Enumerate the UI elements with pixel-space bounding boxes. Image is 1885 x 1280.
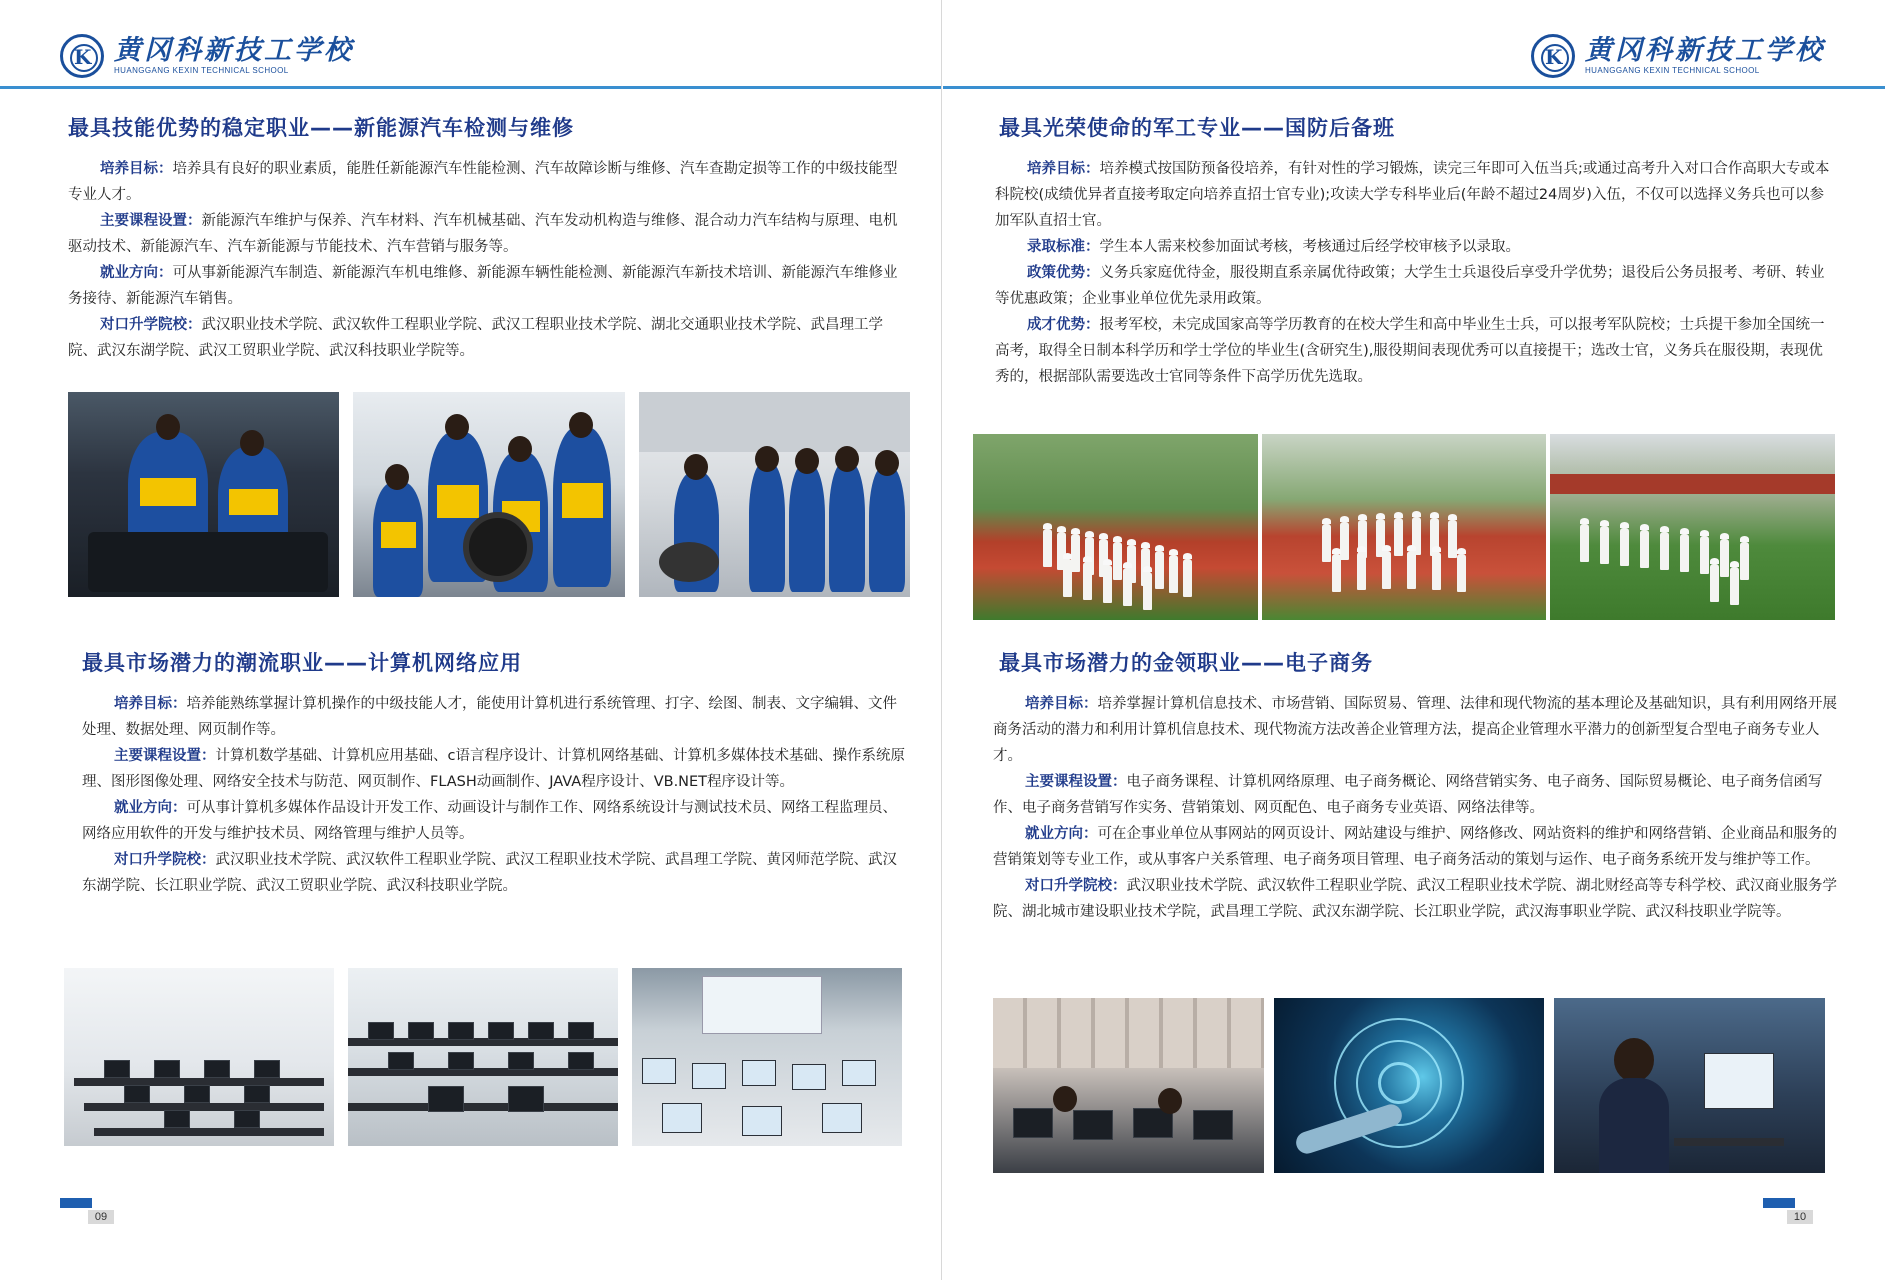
- photo-row-auto: [68, 392, 910, 597]
- paragraph-label: 培养目标：: [1025, 696, 1098, 712]
- paragraph-label: 主要课程设置：: [100, 213, 202, 229]
- right-page: [943, 0, 1885, 1280]
- school-name-cn: 黄冈科新技工学校: [114, 35, 354, 66]
- school-name-en: HUANGGANG KEXIN TECHNICAL SCHOOL: [114, 66, 289, 75]
- paragraph-goal: [995, 156, 1837, 234]
- paragraph-text: 电子商务课程、计算机网络原理、电子商务概论、网络营销实务、电子商务、国际贸易概论、电子商务信函写作、电子商务营销写作实务、营销策划、网页配色、电子商务专业英语、网络法律等。: [993, 774, 1823, 816]
- paragraph-label: 主要课程设置：: [114, 748, 216, 764]
- photo-row-computer: [64, 968, 902, 1146]
- paragraph-label: 对口升学院校：: [100, 317, 202, 333]
- section-computer-network: [82, 647, 906, 899]
- paragraph-employment: [68, 260, 906, 312]
- paragraph-text: 可从事新能源汽车制造、新能源汽车机电维修、新能源车辆性能检测、新能源汽车新技术培训、新能源汽车维修业务接待、新能源汽车销售。: [68, 265, 898, 307]
- page-header: [0, 0, 941, 90]
- paragraph-text: 义务兵家庭优待金，服役期直系亲属优待政策；大学生士兵退役后享受升学优势；退役后公务员报考、考研、转业等优惠政策；企业事业单位优先录用政策。: [995, 265, 1825, 307]
- photo-parade-1: [973, 434, 1258, 620]
- section-title: 最具技能优势的稳定职业——新能源汽车检测与维修: [68, 116, 574, 140]
- photo-parade-3: [1550, 434, 1835, 620]
- paragraph-admission: [995, 234, 1837, 260]
- paragraph-colleges: [68, 312, 906, 364]
- paragraph-label: 培养目标：: [1027, 161, 1100, 177]
- photo-engine-repair: [68, 392, 339, 597]
- paragraph-career: [995, 312, 1837, 390]
- school-name-cn: 黄冈科新技工学校: [1585, 35, 1825, 66]
- paragraph-goal: [82, 691, 906, 743]
- school-emblem-icon: [1531, 34, 1575, 78]
- section-title: 最具市场潜力的金领职业——电子商务: [999, 651, 1373, 675]
- paragraph-label: 就业方向：: [1025, 826, 1098, 842]
- photo-students-computers: [1554, 998, 1825, 1173]
- paragraph-text: 培养具有良好的职业素质，能胜任新能源汽车性能检测、汽车故障诊断与维修、汽车查勘定损等工作的中级技能型专业人才。: [68, 161, 898, 203]
- section-title: 最具市场潜力的潮流职业——计算机网络应用: [82, 651, 522, 675]
- paragraph-courses: [68, 208, 906, 260]
- page-number-bar: [1763, 1198, 1795, 1208]
- section-title: 最具光荣使命的军工专业——国防后备班: [999, 116, 1395, 140]
- photo-parade-2: [1262, 434, 1547, 620]
- paragraph-goal: [68, 156, 906, 208]
- paragraph-label: 对口升学院校：: [1025, 878, 1127, 894]
- paragraph-label: 就业方向：: [114, 800, 187, 816]
- paragraph-text: 学生本人需来校参加面试考核，考核通过后经学校审核予以录取。: [1099, 239, 1520, 255]
- page-number-left: [60, 1198, 120, 1228]
- header-divider: [943, 86, 1885, 89]
- paragraph-text: 武汉职业技术学院、武汉软件工程职业学院、武汉工程职业技术学院、湖北交通职业技术学院、武昌理工学院、武汉东湖学院、武汉工贸职业学院、武汉科技职业学院等。: [68, 317, 883, 359]
- photo-ecommerce-class: [993, 998, 1264, 1173]
- page-number-right: [1763, 1198, 1823, 1228]
- section-national-defense: [995, 112, 1837, 390]
- paragraph-courses: [82, 743, 906, 795]
- paragraph-policy: [995, 260, 1837, 312]
- page-header: [943, 0, 1885, 90]
- school-logo: [60, 34, 354, 78]
- paragraph-courses: [993, 769, 1839, 821]
- page-number-bar: [60, 1198, 92, 1208]
- paragraph-text: 新能源汽车维护与保养、汽车材料、汽车机械基础、汽车发动机构造与维修、混合动力汽车结构与原理、电机驱动技术、新能源汽车、汽车新能源与节能技术、汽车营销与服务等。: [68, 213, 898, 255]
- photo-tire-practice: [353, 392, 624, 597]
- section-e-commerce: [993, 647, 1839, 925]
- paragraph-colleges: [82, 847, 906, 899]
- page-number: 10: [1787, 1210, 1813, 1224]
- photo-row-military: [973, 434, 1835, 620]
- paragraph-label: 培养目标：: [100, 161, 173, 177]
- photo-computer-lab-3: [632, 968, 902, 1146]
- paragraph-text: 培养能熟练掌握计算机操作的中级技能人才，能使用计算机进行系统管理、打字、绘图、制表、文字编辑、文件处理、数据处理、网页制作等。: [82, 696, 897, 738]
- photo-computer-lab-2: [348, 968, 618, 1146]
- paragraph-text: 培养模式按国防预备役培养，有针对性的学习锻炼，读完三年即可入伍当兵;或通过高考升入对口合作高职大专或本科院校(成绩优异者直接考取定向培养直招士官专业);攻读大学专科毕业后(年龄不超过24周岁)入伍，不仅可以选择义务兵也可以参加军队直招士官。: [995, 161, 1830, 229]
- paragraph-label: 就业方向：: [100, 265, 173, 281]
- paragraph-text: 报考军校，未完成国家高等学历教育的在校大学生和高中毕业生士兵，可以报考军队院校；士兵提干参加全国统一高考，取得全日制本科学历和学士学位的毕业生(含研究生),服役期间表现优秀可以直接提干；选改士官，义务兵在服役期，表现优秀的，根据部队需要选改士官同等条件下高学历优先选取。: [995, 317, 1825, 385]
- school-emblem-icon: [60, 34, 104, 78]
- paragraph-employment: [82, 795, 906, 847]
- paragraph-label: 政策优势：: [1027, 265, 1100, 281]
- paragraph-label: 培养目标：: [114, 696, 187, 712]
- photo-row-ecommerce: [993, 998, 1825, 1173]
- paragraph-label: 录取标准：: [1027, 239, 1100, 255]
- paragraph-label: 主要课程设置：: [1025, 774, 1127, 790]
- section-new-energy-vehicle: [68, 112, 906, 364]
- paragraph-goal: [993, 691, 1839, 769]
- paragraph-text: 可在企事业单位从事网站的网页设计、网站建设与维护、网络修改、网站资料的维护和网络营销、企业商品和服务的营销策划等专业工作，或从事客户关系管理、电子商务项目管理、电子商务活动的策划与运作、电子商务系统开发与维护等工作。: [993, 826, 1837, 868]
- header-divider: [0, 86, 941, 89]
- school-name-en: HUANGGANG KEXIN TECHNICAL SCHOOL: [1585, 66, 1760, 75]
- paragraph-label: 成才优势：: [1027, 317, 1100, 333]
- photo-computer-lab-1: [64, 968, 334, 1146]
- paragraph-text: 武汉职业技术学院、武汉软件工程职业学院、武汉工程职业技术学院、武昌理工学院、黄冈师范学院、武汉东湖学院、长江职业学院、武汉工贸职业学院、武汉科技职业学院。: [82, 852, 897, 894]
- paragraph-colleges: [993, 873, 1839, 925]
- photo-workshop-class: [639, 392, 910, 597]
- paragraph-employment: [993, 821, 1839, 873]
- paragraph-text: 培养掌握计算机信息技术、市场营销、国际贸易、管理、法律和现代物流的基本理论及基础知识，具有利用网络开展商务活动的潜力和利用计算机信息技术、现代物流方法改善企业管理方法，提高企业管理水平潜力的创新型复合型电子商务专业人才。: [993, 696, 1837, 764]
- paragraph-text: 可从事计算机多媒体作品设计开发工作、动画设计与制作工作、网络系统设计与测试技术员、网络工程监理员、网络应用软件的开发与维护技术员、网络管理与维护人员等。: [82, 800, 897, 842]
- paragraph-label: 对口升学院校：: [114, 852, 216, 868]
- paragraph-text: 武汉职业技术学院、武汉软件工程职业学院、武汉工程职业技术学院、湖北财经高等专科学校、武汉商业服务学院、湖北城市建设职业技术学院，武昌理工学院、武汉东湖学院、长江职业学院，武汉海事职业学院、武汉科技职业学院等。: [993, 878, 1837, 920]
- page-number: 09: [88, 1210, 114, 1224]
- school-logo: [1531, 34, 1825, 78]
- paragraph-text: 计算机数学基础、计算机应用基础、c语言程序设计、计算机网络基础、计算机多媒体技术基础、操作系统原理、图形图像处理、网络安全技术与防范、网页制作、FLASH动画制作、JAVA程序设计、VB.NET程序设计等。: [82, 748, 905, 790]
- left-page: [0, 0, 942, 1280]
- photo-digital-tech: [1274, 998, 1545, 1173]
